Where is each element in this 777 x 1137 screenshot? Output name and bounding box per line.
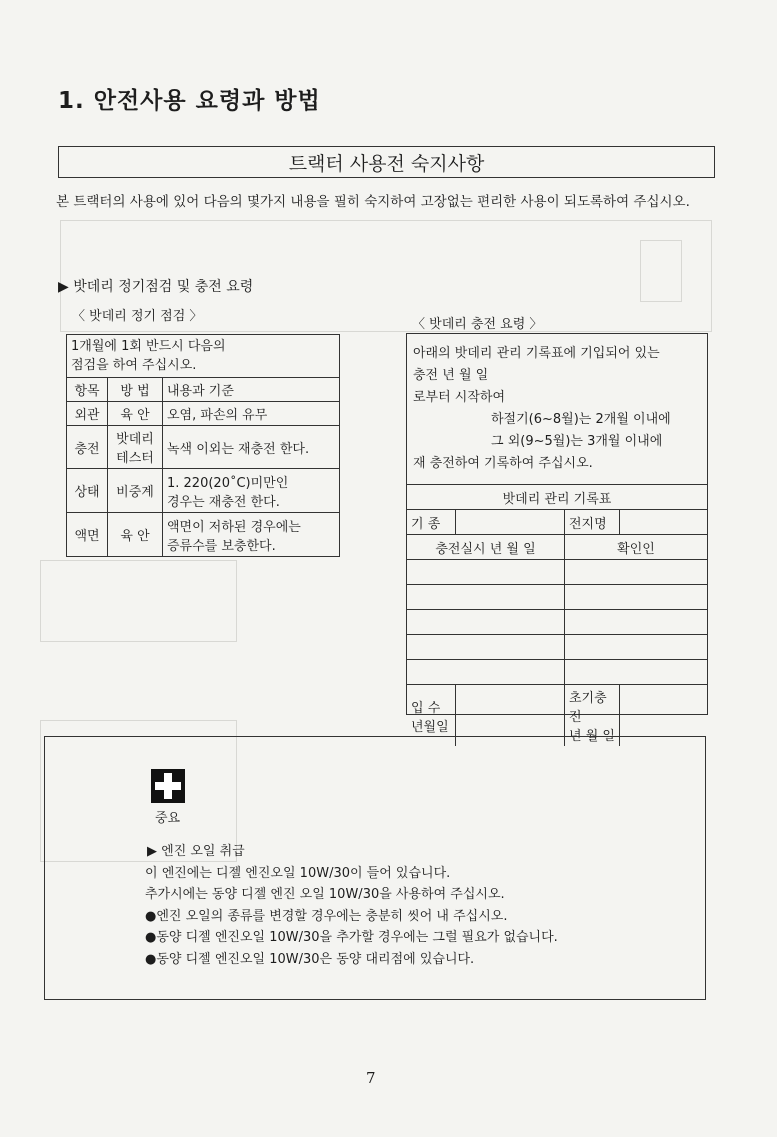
method-line: 밧데리	[116, 432, 154, 447]
log-cell	[565, 660, 708, 685]
header-item: 항목	[67, 378, 108, 402]
oil-line: ●동양 디젤 엔진오일 10W/30을 추가할 경우에는 그럴 필요가 없습니다.	[145, 930, 558, 945]
table-row	[67, 402, 340, 426]
table-row	[67, 426, 340, 469]
oil-line: ●엔진 오일의 종류를 변경할 경우에는 충분히 씻어 내 주십시오.	[145, 908, 508, 924]
battery-name-value	[620, 510, 708, 535]
oil-heading: ▶ 엔진 오일 취급	[147, 844, 245, 859]
log-cell	[565, 585, 708, 610]
log-cell	[407, 560, 565, 585]
row-item: 충전	[67, 426, 108, 469]
initial-line: 년 월 일	[569, 729, 615, 744]
model-label: 기 종	[407, 510, 456, 535]
receive-line: 입 수	[411, 700, 441, 716]
bleed-through-box	[640, 240, 682, 302]
charging-caption: 〈 밧데리 충전 요령 〉	[412, 317, 543, 332]
header-content: 내용과 기준	[163, 378, 340, 402]
oil-line: 추가시에는 동양 디젤 엔진 오일 10W/30을 사용하여 주십시오.	[145, 887, 505, 902]
bleed-through-box	[40, 560, 237, 642]
row-item: 액면	[67, 513, 108, 557]
oil-line: ●동양 디젤 엔진오일 10W/30은 동양 대리점에 있습니다.	[145, 951, 475, 967]
content-line: 증류수를 보충한다.	[167, 538, 276, 554]
charging-box	[406, 333, 708, 744]
log-title: 밧데리 관리 기록표	[407, 485, 707, 510]
intro-text: 본 트랙터의 사용에 있어 다음의 몇가지 내용을 필히 숙지하여 고장없는 편리한 사용이 되도록하여 주십시오.	[56, 194, 690, 210]
log-cell	[407, 660, 565, 685]
row-content: 오염, 파손의 유무	[163, 402, 340, 426]
charging-line: 아래의 밧데리 관리 기록표에 기입되어 있는	[413, 346, 660, 361]
page-number: 7	[366, 1069, 376, 1087]
charging-line: 충전 년 월 일	[413, 368, 489, 383]
oil-line: 이 엔진에는 디젤 엔진오일 10W/30이 들어 있습니다.	[145, 865, 451, 881]
content-line: 경우는 재충전 한다.	[167, 494, 280, 510]
table-row	[67, 469, 340, 513]
battery-log-table	[407, 484, 707, 746]
battery-heading: ▶ 밧데리 정기점검 및 충전 요령	[58, 279, 254, 295]
engine-oil-notes	[145, 841, 558, 970]
charging-notes	[407, 334, 707, 475]
confirm-header: 확인인	[565, 535, 708, 560]
charging-line: 그 외(9~5월)는 3개월 이내에	[491, 434, 663, 449]
row-content	[163, 513, 340, 557]
row-method	[108, 426, 163, 469]
inspection-table	[66, 334, 340, 557]
section-banner: 트랙터 사용전 숙지사항	[58, 146, 715, 178]
log-cell	[407, 585, 565, 610]
row-method: 육 안	[108, 402, 163, 426]
important-label: 중요	[155, 811, 181, 826]
inspection-intro	[67, 335, 340, 378]
date-header: 충전실시 년 월 일	[407, 535, 565, 560]
page-title: 1. 안전사용 요령과 방법	[58, 88, 321, 114]
row-method: 비중계	[108, 469, 163, 513]
row-method: 육 안	[108, 513, 163, 557]
charging-line: 로부터 시작하여	[413, 390, 506, 405]
important-notice-box	[44, 736, 706, 1000]
log-cell	[565, 560, 708, 585]
inspection-caption: 〈 밧데리 정기 점검 〉	[72, 309, 203, 324]
charging-line: 하절기(6~8월)는 2개월 이내에	[491, 412, 671, 427]
row-item: 상태	[67, 469, 108, 513]
inspection-intro-line: 1개월에 1회 반드시 다음의	[71, 339, 226, 354]
row-item: 외관	[67, 402, 108, 426]
row-content	[163, 469, 340, 513]
log-cell	[407, 635, 565, 660]
method-line: 테스터	[116, 451, 154, 466]
model-value	[456, 510, 565, 535]
content-line: 액면이 저하된 경우에는	[167, 519, 301, 535]
row-content: 녹색 이외는 재충전 한다.	[163, 426, 340, 469]
table-row	[67, 513, 340, 557]
log-cell	[565, 635, 708, 660]
table-header-row	[67, 378, 340, 402]
inspection-intro-line: 점검을 하여 주십시오.	[71, 358, 197, 373]
log-cell	[565, 610, 708, 635]
header-method: 방 법	[108, 378, 163, 402]
initial-line: 초기충전	[569, 691, 607, 725]
cross-icon	[151, 769, 185, 803]
receive-line: 년월일	[411, 719, 449, 735]
charging-line: 재 충전하여 기록하여 주십시오.	[413, 456, 593, 471]
battery-name-label: 전지명	[565, 510, 620, 535]
log-cell	[407, 610, 565, 635]
content-line: 1. 220(20˚C)미만인	[167, 475, 289, 491]
